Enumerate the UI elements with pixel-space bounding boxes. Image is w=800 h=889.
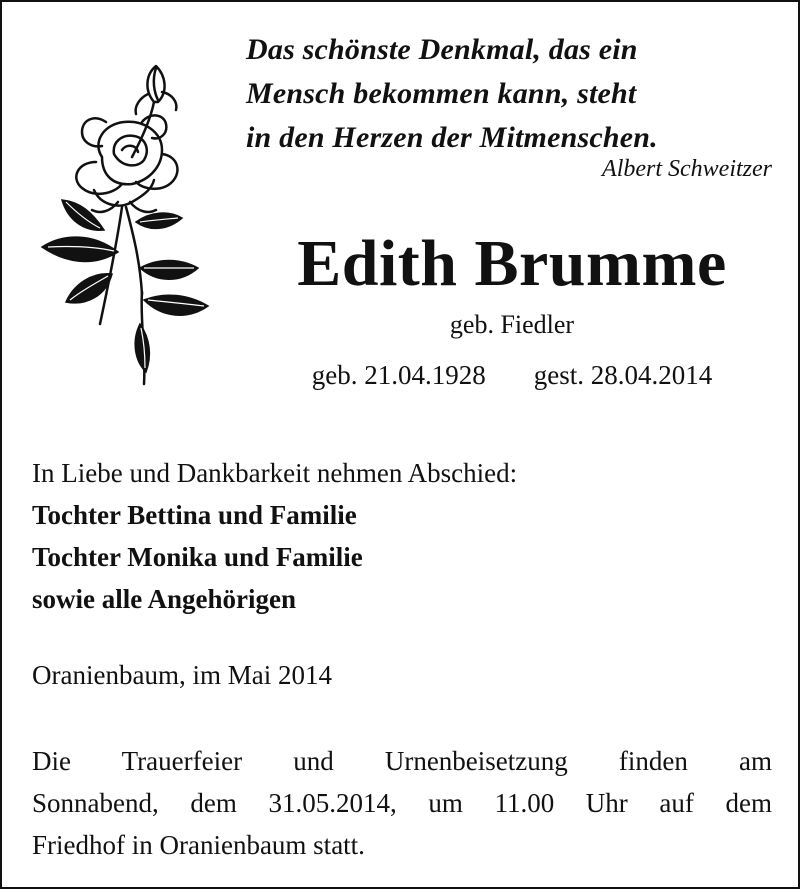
mourners xyxy=(32,452,772,620)
quote-line: Das schönste Denkmal, das ein xyxy=(246,33,638,66)
funeral-line: Die Trauerfeier und Urnenbeisetzung finden am xyxy=(32,746,772,776)
mourner-entry: Tochter Bettina und Familie xyxy=(32,500,357,530)
quote-author: Albert Schweitzer xyxy=(602,156,772,182)
birth-date: geb. 21.04.1928 xyxy=(311,360,486,390)
maiden-name: geb. Fiedler xyxy=(449,310,575,339)
funeral-line: Friedhof in Oranienbaum statt. xyxy=(32,830,365,860)
mourner-entry: sowie alle Angehörigen xyxy=(32,584,296,614)
quote xyxy=(246,28,776,160)
quote-line: in den Herzen der Mitmenschen. xyxy=(246,121,658,154)
mourner-entry: Tochter Monika und Familie xyxy=(32,542,363,572)
funeral-info xyxy=(32,740,772,866)
mourners-intro: In Liebe und Dankbarkeit nehmen Abschied: xyxy=(32,458,518,488)
deceased-name: Edith Brumme xyxy=(297,227,727,300)
life-dates xyxy=(254,360,770,391)
quote-line: Mensch bekommen kann, steht xyxy=(246,77,637,110)
place-date: Oranienbaum, im Mai 2014 xyxy=(32,660,332,690)
rose-icon xyxy=(22,62,222,387)
death-date: gest. 28.04.2014 xyxy=(533,360,713,390)
funeral-line: Sonnabend, dem 31.05.2014, um 11.00 Uhr auf dem xyxy=(32,788,772,818)
